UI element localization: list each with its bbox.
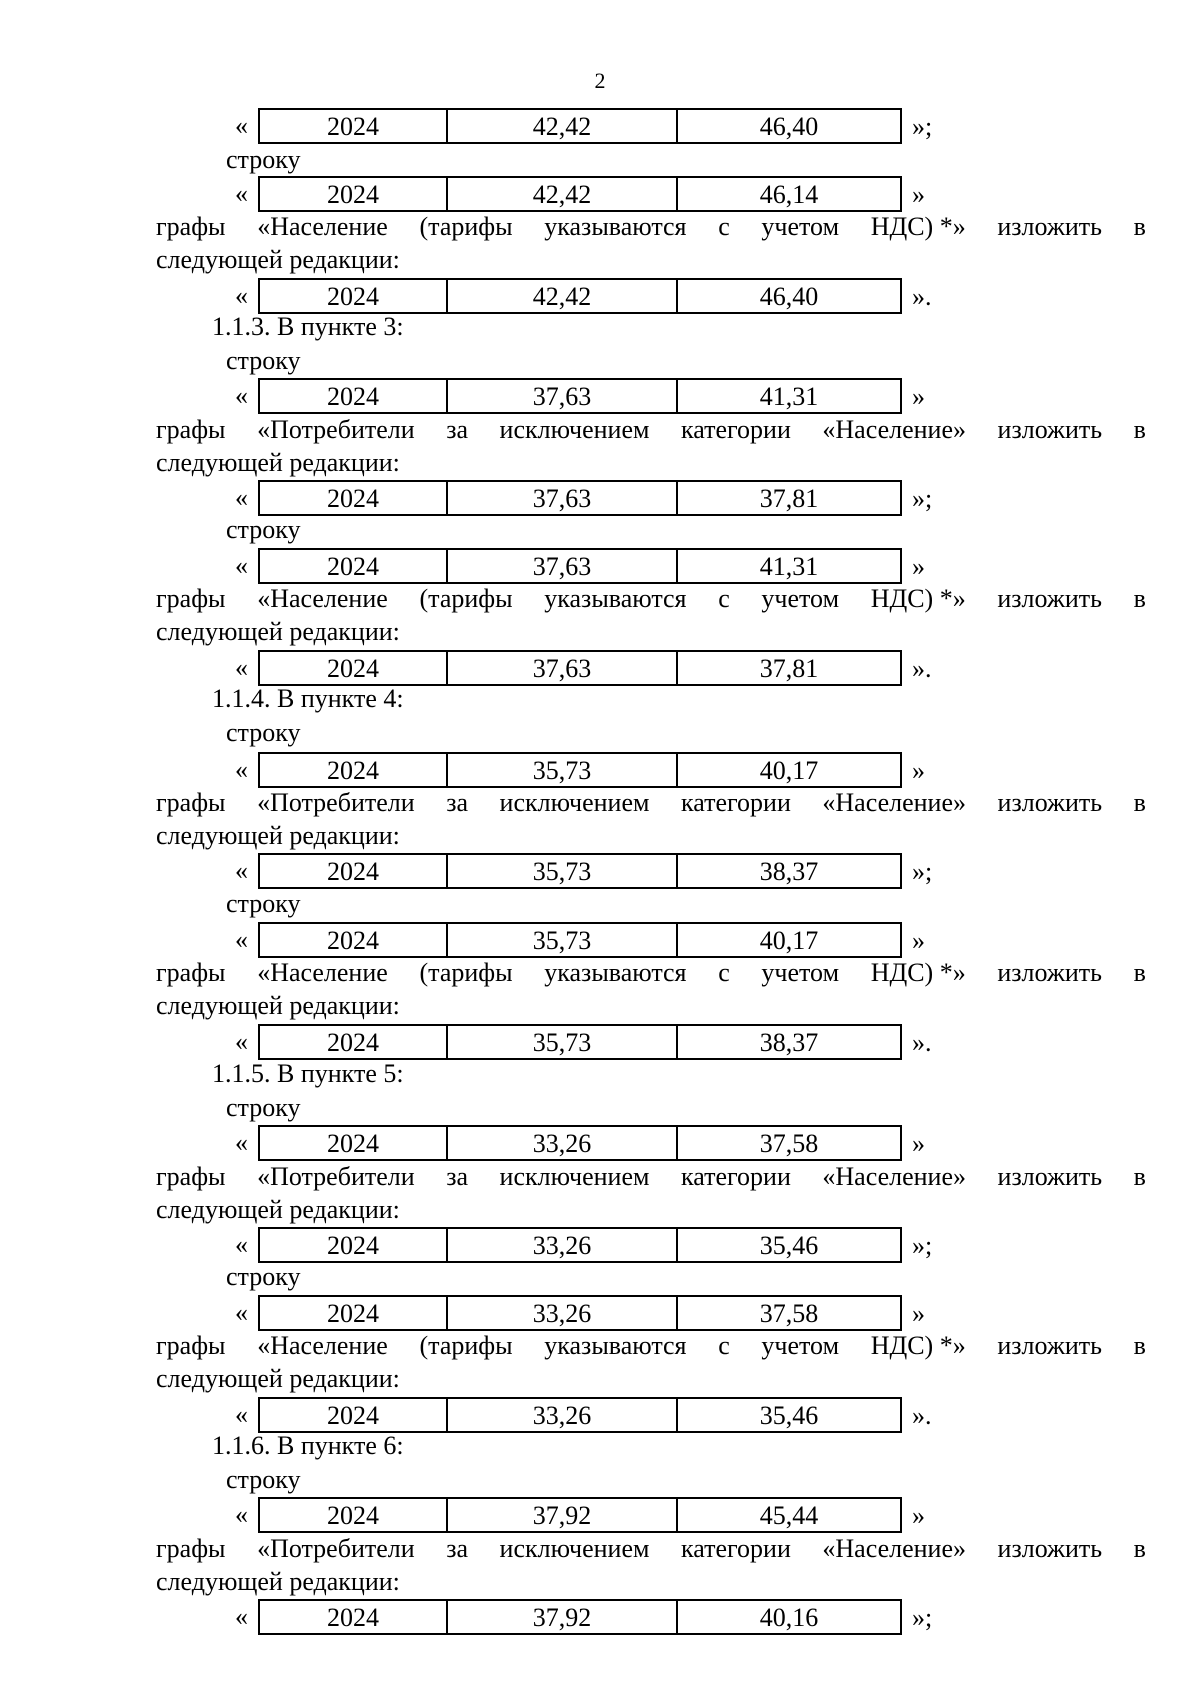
value-cell-second: 41,31 [759,552,819,581]
tariff-table [258,1024,902,1060]
year-cell: 2024 [260,1229,448,1261]
word: в [1133,1534,1146,1563]
column-phrase-line [156,210,1146,244]
word: «Население [257,958,388,987]
year-cell: 2024 [260,482,448,514]
word: изложить [997,1331,1102,1360]
word: исключением [499,415,650,444]
page-number: 2 [594,68,606,93]
tariff-table [258,922,902,958]
word: графы [156,584,226,613]
quote-close: »; [912,484,933,513]
word: в [1133,1331,1146,1360]
next-edition-label: следующей редакции: [156,1364,400,1393]
word: учетом [761,1331,840,1360]
column-phrase-line [156,413,1146,447]
word: с [718,584,730,613]
section-heading: 1.1.5. В пункте 5: [212,1059,404,1088]
value-cell-second: 35,46 [759,1231,819,1260]
word: учетом [761,958,840,987]
column-phrase-line [156,582,1146,616]
word: НДС) *» [870,1331,966,1360]
word: в [1133,958,1146,987]
quote-open: « [235,1027,248,1056]
word: указываются [544,958,687,987]
section-heading: 1.1.6. В пункте 6: [212,1431,404,1460]
word: с [718,958,730,987]
word: исключением [499,1162,650,1191]
word: графы [156,1534,226,1563]
word: НДС) *» [870,958,966,987]
value-cell-first: 42,42 [448,178,678,210]
tariff-table [258,1397,902,1433]
quote-open: « [235,653,248,682]
value-cell-first: 37,63 [448,652,678,684]
quote-close: » [912,1501,925,1530]
value-cell-first: 33,26 [448,1229,678,1261]
year-cell: 2024 [260,380,448,412]
word: (тарифы [419,212,513,241]
quote-open: « [235,1500,248,1529]
next-edition-label: следующей редакции: [156,991,400,1020]
year-cell: 2024 [260,280,448,312]
quote-open: « [235,483,248,512]
value-cell-first: 37,92 [448,1601,678,1633]
word: указываются [544,584,687,613]
word: исключением [499,788,650,817]
value-cell-second: 41,31 [759,382,819,411]
word: «Население» [822,1162,966,1191]
quote-close: » [912,180,925,209]
quote-open: « [235,1400,248,1429]
word: в [1133,212,1146,241]
word: (тарифы [419,958,513,987]
quote-open: « [235,551,248,580]
tariff-table [258,548,902,584]
word: за [446,788,468,817]
quote-close: »; [912,1603,933,1632]
value-cell-first: 33,26 [448,1297,678,1329]
tariff-table [258,752,902,788]
section-heading: 1.1.4. В пункте 4: [212,684,404,713]
stroku-label: строку [226,1093,301,1122]
year-cell: 2024 [260,652,448,684]
value-cell-first: 35,73 [448,1026,678,1058]
word: с [718,212,730,241]
word: изложить [997,212,1102,241]
word: «Население» [822,415,966,444]
word: «Население» [822,788,966,817]
word: «Потребители [257,1534,415,1563]
tariff-table [258,650,902,686]
value-cell-first: 37,63 [448,380,678,412]
word: категории [681,1162,791,1191]
quote-close: ». [912,654,932,683]
stroku-label: строку [226,346,301,375]
value-cell-second: 45,44 [759,1501,819,1530]
year-cell: 2024 [260,924,448,956]
value-cell-second: 35,46 [759,1401,819,1430]
quote-open: « [235,1602,248,1631]
value-cell-first: 42,42 [448,280,678,312]
value-cell-first: 35,73 [448,754,678,786]
quote-close: ». [912,1028,932,1057]
value-cell-second: 40,16 [759,1603,819,1632]
column-phrase-line [156,786,1146,820]
tariff-table [258,176,902,212]
section-heading: 1.1.3. В пункте 3: [212,312,404,341]
quote-open: « [235,381,248,410]
word: графы [156,788,226,817]
word: изложить [997,958,1102,987]
stroku-label: строку [226,145,301,174]
quote-open: « [235,856,248,885]
word: за [446,415,468,444]
value-cell-second: 46,40 [759,112,819,141]
word: категории [681,415,791,444]
next-edition-label: следующей редакции: [156,821,400,850]
word: с [718,1331,730,1360]
word: «Население [257,1331,388,1360]
tariff-table [258,1295,902,1331]
word: категории [681,788,791,817]
word: изложить [997,415,1103,444]
word: в [1133,788,1146,817]
quote-open: « [235,281,248,310]
quote-close: » [912,552,925,581]
word: (тарифы [419,1331,513,1360]
next-edition-label: следующей редакции: [156,617,400,646]
stroku-label: строку [226,889,301,918]
word: в [1133,415,1146,444]
quote-close: » [912,1299,925,1328]
quote-open: « [235,179,248,208]
year-cell: 2024 [260,1026,448,1058]
word: учетом [761,584,840,613]
next-edition-label: следующей редакции: [156,448,400,477]
tariff-table [258,853,902,889]
quote-open: « [235,1298,248,1327]
year-cell: 2024 [260,1601,448,1633]
quote-close: »; [912,857,933,886]
year-cell: 2024 [260,178,448,210]
word: «Население [257,212,388,241]
column-phrase-line [156,1329,1146,1363]
word: в [1133,1162,1146,1191]
word: НДС) *» [870,212,966,241]
value-cell-second: 40,17 [759,756,819,785]
tariff-table [258,378,902,414]
stroku-label: строку [226,1465,301,1494]
value-cell-second: 37,58 [759,1129,819,1158]
word: графы [156,212,226,241]
quote-open: « [235,755,248,784]
quote-close: »; [912,1231,933,1260]
word: за [446,1162,468,1191]
year-cell: 2024 [260,110,448,142]
quote-close: »; [912,112,933,141]
word: изложить [997,1534,1103,1563]
quote-close: » [912,926,925,955]
word: графы [156,1331,226,1360]
value-cell-first: 35,73 [448,855,678,887]
word: указываются [544,212,687,241]
value-cell-second: 40,17 [759,926,819,955]
value-cell-second: 37,81 [759,654,819,683]
word: изложить [997,584,1102,613]
value-cell-first: 37,92 [448,1499,678,1531]
year-cell: 2024 [260,1127,448,1159]
word: изложить [997,788,1103,817]
word: «Население» [822,1534,966,1563]
value-cell-second: 37,58 [759,1299,819,1328]
year-cell: 2024 [260,855,448,887]
year-cell: 2024 [260,754,448,786]
word: «Население [257,584,388,613]
tariff-table [258,1125,902,1161]
value-cell-second: 46,14 [759,180,819,209]
quote-close: » [912,382,925,411]
word: исключением [499,1534,650,1563]
word: графы [156,958,226,987]
stroku-label: строку [226,718,301,747]
tariff-table [258,278,902,314]
word: (тарифы [419,584,513,613]
value-cell-second: 37,81 [759,484,819,513]
next-edition-label: следующей редакции: [156,1195,400,1224]
word: графы [156,1162,226,1191]
word: НДС) *» [870,584,966,613]
word: изложить [997,1162,1103,1191]
value-cell-first: 33,26 [448,1399,678,1431]
word: «Потребители [257,1162,415,1191]
tariff-table [258,1599,902,1635]
next-edition-label: следующей редакции: [156,245,400,274]
column-phrase-line [156,956,1146,990]
value-cell-second: 38,37 [759,857,819,886]
quote-close: » [912,1129,925,1158]
value-cell-first: 37,63 [448,550,678,582]
quote-close: ». [912,1401,932,1430]
word: в [1133,584,1146,613]
stroku-label: строку [226,515,301,544]
tariff-table [258,1227,902,1263]
tariff-table [258,480,902,516]
quote-close: » [912,756,925,785]
stroku-label: строку [226,1262,301,1291]
word: категории [681,1534,791,1563]
quote-open: « [235,1128,248,1157]
tariff-table [258,1497,902,1533]
value-cell-first: 37,63 [448,482,678,514]
value-cell-second: 46,40 [759,282,819,311]
tariff-table [258,108,902,144]
year-cell: 2024 [260,1399,448,1431]
word: «Потребители [257,788,415,817]
word: «Потребители [257,415,415,444]
value-cell-first: 42,42 [448,110,678,142]
word: графы [156,415,226,444]
word: указываются [544,1331,687,1360]
quote-close: ». [912,282,932,311]
quote-open: « [235,1230,248,1259]
quote-open: « [235,925,248,954]
year-cell: 2024 [260,1297,448,1329]
word: учетом [761,212,840,241]
value-cell-first: 35,73 [448,924,678,956]
next-edition-label: следующей редакции: [156,1567,400,1596]
column-phrase-line [156,1160,1146,1194]
value-cell-second: 38,37 [759,1028,819,1057]
year-cell: 2024 [260,550,448,582]
word: за [446,1534,468,1563]
quote-open: « [235,111,248,140]
year-cell: 2024 [260,1499,448,1531]
column-phrase-line [156,1532,1146,1566]
value-cell-first: 33,26 [448,1127,678,1159]
